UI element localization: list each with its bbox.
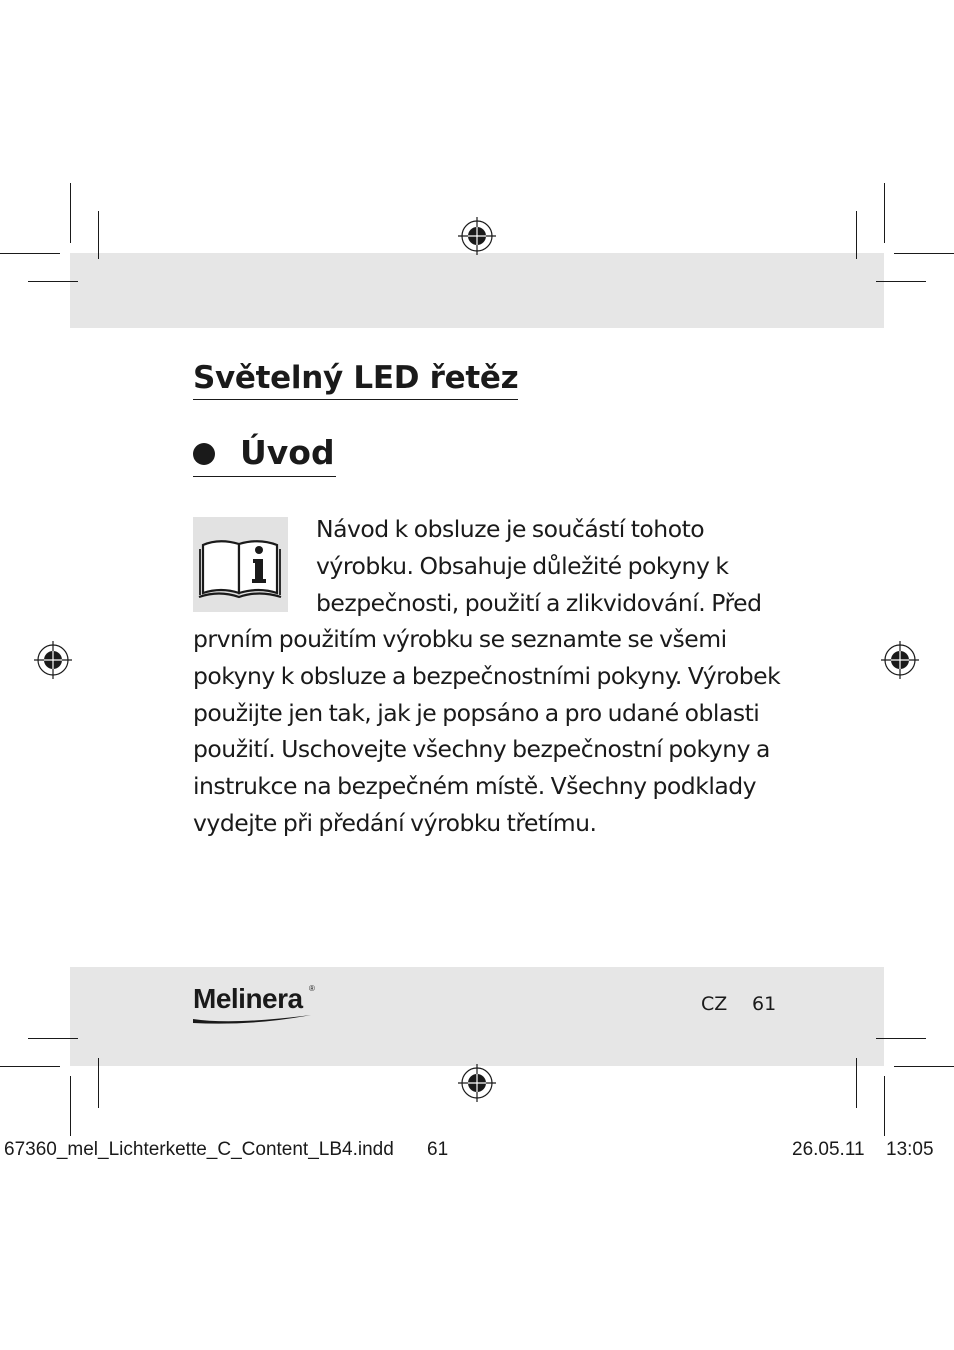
text-line: použití. Uschovejte všechny bezpečnostní pokyny a — [193, 735, 770, 764]
header-band — [70, 253, 884, 328]
text-line: použijte jen tak, jak je popsáno a pro udané oblasti — [193, 698, 760, 727]
crop-mark — [0, 1066, 60, 1067]
crop-mark — [98, 1058, 99, 1108]
text-line: bezpečnosti, použití a zlikvidování. Před — [316, 588, 762, 617]
text-line: Návod k obsluze je součástí tohoto — [316, 515, 705, 543]
brand-name: Melinera — [193, 983, 303, 1014]
registration-mark-icon — [881, 641, 919, 679]
slug-filename: 67360_mel_Lichterkette_C_Content_LB4.indd — [4, 1139, 394, 1160]
crop-mark — [884, 183, 885, 243]
crop-mark — [28, 1038, 78, 1039]
intro-paragraph — [316, 511, 762, 621]
slug-page: 61 — [427, 1139, 449, 1160]
text-line: instrukce na bezpečném místě. Všechny podklady — [193, 772, 757, 801]
crop-mark — [70, 1076, 71, 1136]
slug-date: 26.05.11 — [792, 1139, 865, 1160]
text-line: vydejte při předání výrobku třetímu. — [193, 808, 597, 837]
section-heading — [193, 430, 336, 477]
registration-mark-icon — [458, 1064, 496, 1102]
brand-logo — [193, 983, 323, 1027]
crop-mark — [856, 1058, 857, 1108]
crop-mark — [876, 281, 926, 282]
page-title: Světelný LED řetěz — [193, 358, 518, 400]
crop-mark — [856, 211, 857, 259]
text-line: výrobku. Obsahuje důležité pokyny k — [316, 551, 729, 580]
logo-swoosh-icon — [193, 1013, 311, 1025]
crop-mark — [98, 211, 99, 259]
registration-mark-icon — [34, 641, 72, 679]
registered-mark: ® — [309, 984, 315, 993]
crop-mark — [884, 1076, 885, 1136]
book-info-icon — [193, 517, 288, 612]
crop-mark — [28, 281, 78, 282]
crop-mark — [894, 1066, 954, 1067]
crop-mark — [0, 253, 60, 254]
text-line: prvním použitím výrobku se seznamte se všemi — [193, 625, 727, 653]
crop-mark — [70, 183, 71, 243]
page-language: CZ — [701, 993, 728, 1015]
slug-time: 13:05 — [886, 1139, 934, 1160]
crop-mark — [876, 1038, 926, 1039]
page-number: 61 — [752, 993, 777, 1015]
body-paragraph — [193, 621, 780, 842]
section-title: Úvod — [240, 433, 335, 472]
crop-mark — [894, 253, 954, 254]
text-line: pokyny k obsluze a bezpečnostními pokyny. Výrobek — [193, 661, 781, 690]
bullet-icon — [193, 443, 215, 465]
registration-mark-icon — [458, 217, 496, 255]
